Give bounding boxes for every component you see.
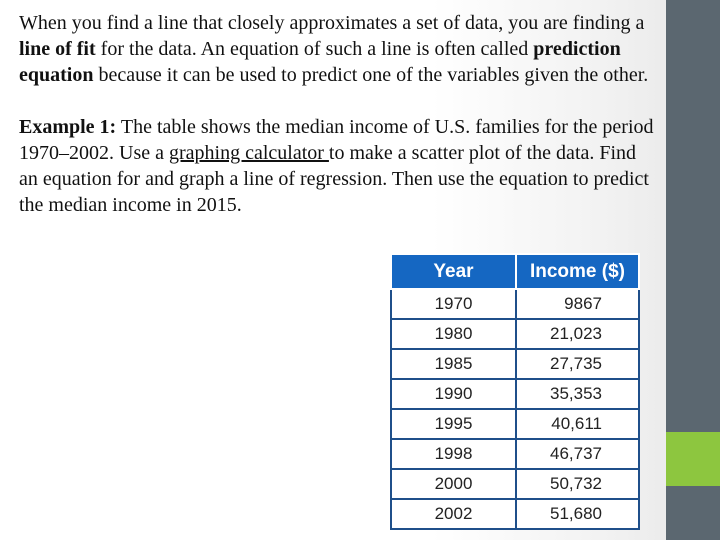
year-cell: 1980 [391, 319, 516, 349]
income-table [390, 253, 640, 530]
table-row [391, 349, 639, 379]
term-line-of-fit: line of fit [19, 38, 96, 60]
income-cell: 9867 [516, 289, 639, 319]
table-header-row [391, 254, 639, 289]
slide-text [19, 10, 659, 218]
table-row [391, 469, 639, 499]
graphing-calculator-link[interactable]: graphing calculator [168, 142, 329, 164]
table-row [391, 409, 639, 439]
example-text-2: to make a scatter plot of the data. Find an equation for and graph a line of regression. Then use the equation to predict the median income in 2015. [19, 142, 649, 216]
income-cell: 40,611 [516, 409, 639, 439]
year-cell: 1995 [391, 409, 516, 439]
income-cell: 35,353 [516, 379, 639, 409]
year-cell: 1985 [391, 349, 516, 379]
intro-text-3: because it can be used to predict one of the variables given the other. [93, 64, 649, 86]
table-row [391, 379, 639, 409]
year-cell: 2002 [391, 499, 516, 529]
term-prediction-equation: prediction equation [19, 38, 621, 86]
example-text-1: The table shows the median income of U.S. families for the period 1970–2002. Use a [19, 116, 654, 164]
header-year: Year [391, 254, 516, 289]
table-row [391, 319, 639, 349]
table-row [391, 499, 639, 529]
income-cell: 27,735 [516, 349, 639, 379]
income-cell: 50,732 [516, 469, 639, 499]
year-cell: 1990 [391, 379, 516, 409]
intro-paragraph [19, 10, 659, 88]
intro-text-2: for the data. An equation of such a line is often called [95, 38, 534, 60]
sidebar-accent-block [666, 432, 720, 486]
table-row [391, 439, 639, 469]
income-cell: 51,680 [516, 499, 639, 529]
example-paragraph [19, 114, 659, 218]
income-cell: 21,023 [516, 319, 639, 349]
example-label: Example 1: [19, 116, 117, 138]
intro-text-1: When you find a line that closely approximates a set of data, you are finding a [19, 12, 645, 34]
year-cell: 2000 [391, 469, 516, 499]
header-income: Income ($) [516, 254, 639, 289]
year-cell: 1970 [391, 289, 516, 319]
year-cell: 1998 [391, 439, 516, 469]
income-cell: 46,737 [516, 439, 639, 469]
table-row [391, 289, 639, 319]
